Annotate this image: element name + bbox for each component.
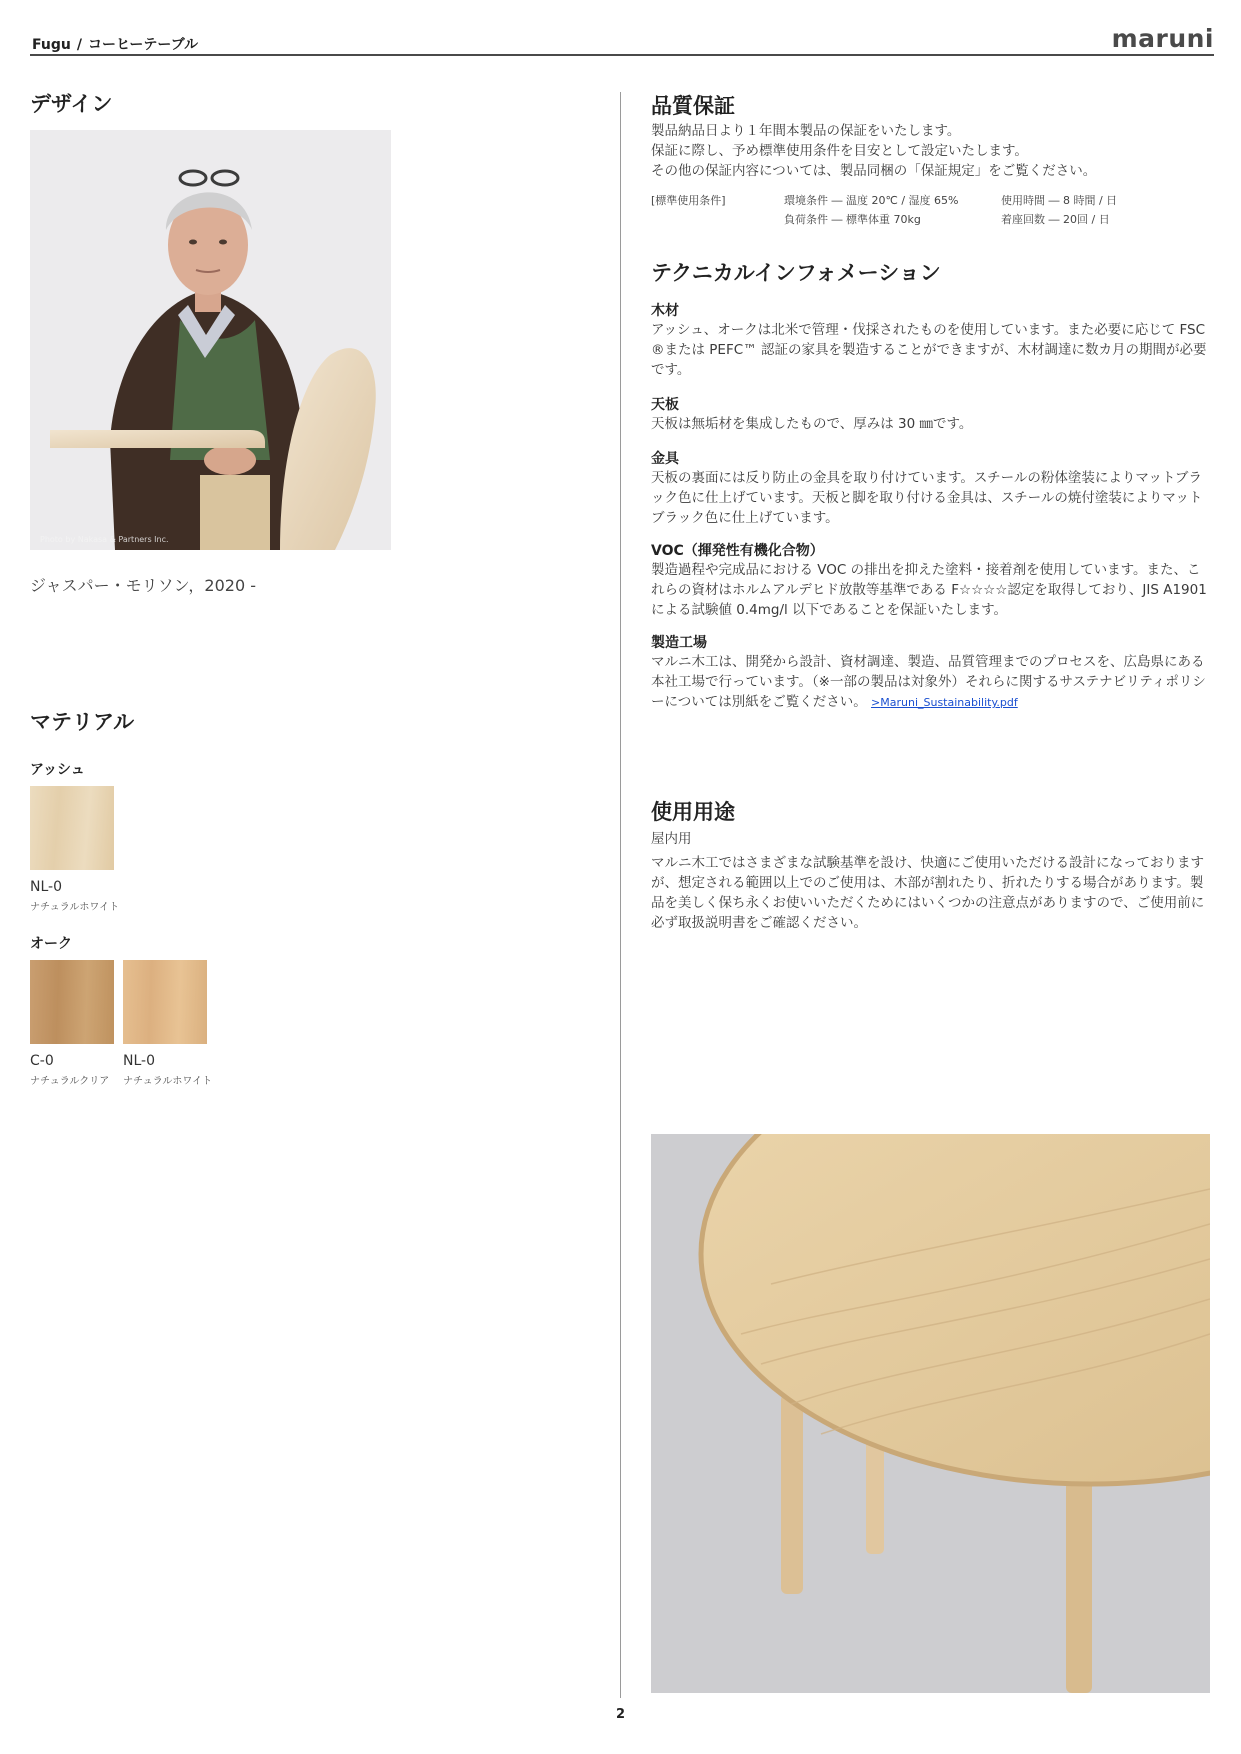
quality-text — [651, 121, 1211, 181]
tech-section-text: 製造過程や完成品における VOC の排出を抑えた塗料・接着剤を使用しています。また、これらの資材はホルムアルデヒド放散等基準である F☆☆☆☆認定を取得しており、JIS A1901 による試験値 0.4mg/l 以下であることを保証いたします。 — [651, 562, 1207, 618]
condition-environment: 環境条件 ― 温度 20℃ / 湿度 65% — [784, 194, 959, 207]
swatch-code: NL-0 — [123, 1053, 155, 1069]
swatch-code: NL-0 — [30, 879, 62, 895]
breadcrumb — [32, 34, 198, 54]
tech-section-title: VOC（揮発性有機化合物） — [651, 543, 824, 559]
quality-line: 保証に際し、予め標準使用条件を目安として設定いたします。 — [651, 143, 1028, 159]
conditions-label: [標準使用条件] — [651, 194, 726, 207]
condition-usage-time: 使用時間 ― 8 時間 / 日 — [1001, 194, 1118, 207]
tech-section-text: アッシュ、オークは北米で管理・伐採されたものを使用しています。また必要に応じて FSC ®または PEFC™ 認証の家具を製造することができますが、木材調達に数カ月の期間が必要です。 — [651, 322, 1207, 378]
tech-section-title: 製造工場 — [651, 635, 707, 651]
condition-seating-count: 着座回数 ― 20回 / 日 — [1001, 213, 1110, 226]
tech-section-title: 金具 — [651, 451, 679, 467]
product-table-image — [651, 1134, 1210, 1693]
breadcrumb-category: コーヒーテーブル — [87, 37, 199, 53]
portrait-illustration — [30, 130, 391, 550]
designer-portrait-image — [30, 130, 391, 550]
tech-section-text — [651, 652, 1211, 713]
swatch-ash-nl0[interactable] — [30, 786, 114, 870]
quality-line: 製品納品日より１年間本製品の保証をいたします。 — [651, 123, 961, 139]
usage-text-block — [651, 829, 1211, 933]
tech-section-title: 木材 — [651, 303, 679, 319]
technical-heading: テクニカルインフォメーション — [651, 261, 941, 285]
swatch-name: ナチュラルクリア — [30, 1076, 110, 1087]
material-group-oak-label: オーク — [30, 936, 72, 952]
materials-heading: マテリアル — [30, 710, 135, 734]
brand-logo: maruni — [1111, 24, 1214, 53]
designer-credit: ジャスパー・モリソン，2020 - — [30, 576, 256, 595]
sustainability-pdf-link[interactable]: >Maruni_Sustainability.pdf — [871, 696, 1018, 709]
tech-section-text: 天板の裏面には反り防止の金具を取り付けています。スチールの粉体塗装によりマットブラック色に仕上げています。天板と脚を取り付ける金具は、スチールの焼付塗装によりマットブラック色に仕上げています。 — [651, 470, 1203, 526]
usage-text: マルニ木工ではさまざまな試験基準を設け、快適にご使用いただける設計になっておりますが、想定される範囲以上でのご使用は、木部が割れたり、折れたりする場合があります。製品を美しく保ち永くお使いいただくためにはいくつかの注意点がありますので、ご使用前に必ず取扱説明書をご確認ください。 — [651, 855, 1205, 931]
usage-subtitle: 屋内用 — [651, 831, 692, 847]
page-header — [30, 24, 1214, 56]
breadcrumb-separator: / — [76, 37, 82, 53]
breadcrumb-product[interactable]: Fugu — [32, 37, 71, 53]
swatch-name: ナチュラルホワイト — [30, 902, 120, 913]
swatch-oak-c0[interactable] — [30, 960, 114, 1044]
column-divider — [620, 92, 621, 1698]
photo-credit: Photo by Nakasa & Partners Inc. — [40, 535, 169, 544]
design-heading: デザイン — [30, 92, 113, 116]
swatch-oak-nl0[interactable] — [123, 960, 207, 1044]
page-number: 2 — [615, 1707, 626, 1722]
quality-heading: 品質保証 — [651, 94, 735, 118]
table-illustration — [651, 1134, 1210, 1693]
usage-heading: 使用用途 — [651, 800, 735, 824]
swatch-name: ナチュラルホワイト — [123, 1076, 213, 1087]
condition-load: 負荷条件 ― 標準体重 70kg — [784, 213, 921, 226]
tech-section-title: 天板 — [651, 397, 679, 413]
tech-section-text: 天板は無垢材を集成したもので、厚みは 30 ㎜です。 — [651, 416, 973, 432]
material-group-ash-label: アッシュ — [30, 762, 85, 778]
factory-text: マルニ木工は、開発から設計、資材調達、製造、品質管理までのプロセスを、広島県にある本社工場で行っています。（※一部の製品は対象外）それらに関するサステナビリティポリシーについては別紙をご覧ください。 — [651, 654, 1206, 710]
quality-line: その他の保証内容については、製品同梱の「保証規定」をご覧ください。 — [651, 163, 1097, 179]
technical-sections — [651, 300, 1211, 713]
swatch-code: C-0 — [30, 1053, 54, 1069]
